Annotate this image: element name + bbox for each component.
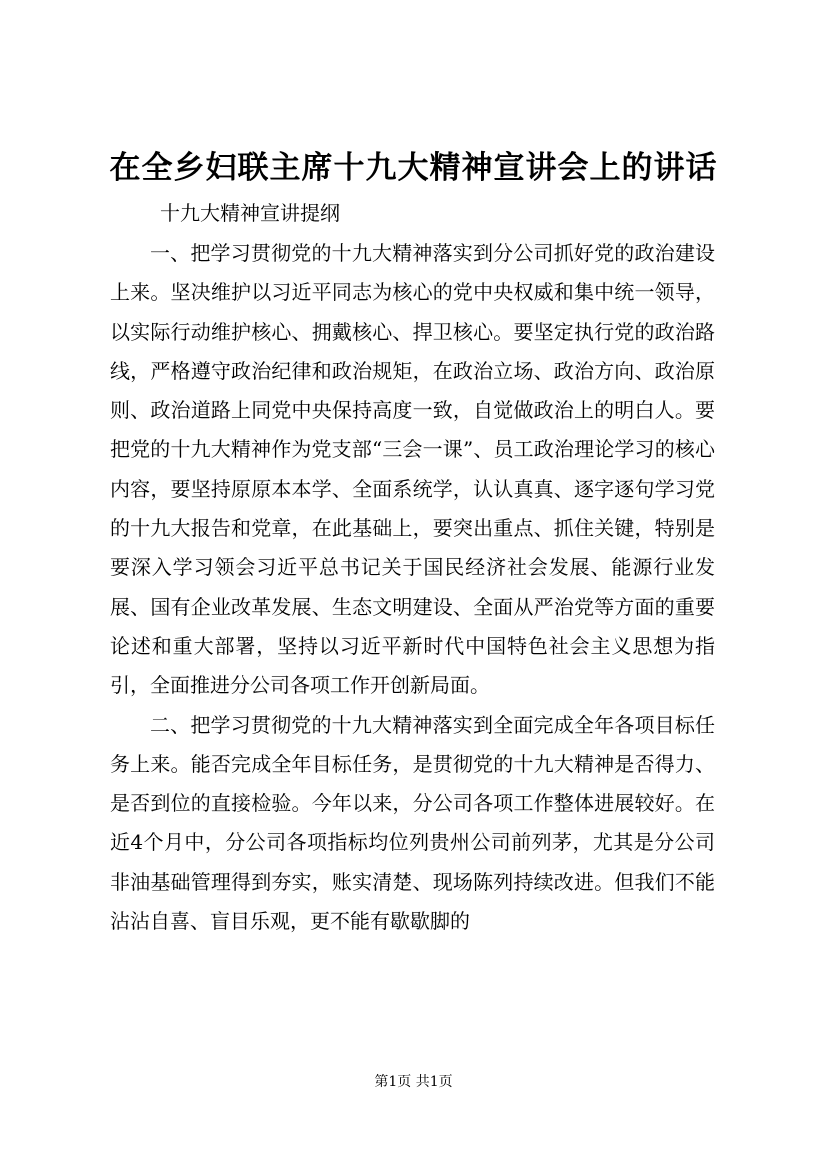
document-title: 在全乡妇联主席十九大精神宣讲会上的讲话 <box>109 150 718 186</box>
paragraph-1: 一、把学习贯彻党的十九大精神落实到分公司抓好党的政治建设上来。坚决维护以习近平同志为核心的党中央权威和集中统一领导，以实际行动维护核心、拥戴核心、捍卫核心。要坚定执行党的政治路线，严格遵守政治纪律和政治规矩，在政治立场、政治方向、政治原则、政治道路上同党中央保持高度一致，自觉做政治上的明白人。要把党的十九大精神作为党支部“三会一课”、员工政治理论学习的核心内容，要坚持原原本本学、全面系统学，认认真真、逐字逐句学习党的十九大报告和党章，在此基础上，要突出重点、抓住关键，特别是要深入学习领会习近平总书记关于国民经济社会发展、能源行业发展、国有企业改革发展、生态文明建设、全面从严治党等方面的重要论述和重大部署，坚持以习近平新时代中国特色社会主义思想为指引，全面推进分公司各项工作开创新局面。 <box>110 241 715 698</box>
document-subtitle: 十九大精神宣讲提纲 <box>160 201 340 225</box>
page-number-footer: 第1页 共1页 <box>374 1074 453 1090</box>
paragraph-2: 二、把学习贯彻党的十九大精神落实到全面完成全年各项目标任务上来。能否完成全年目标任务，是贯彻党的十九大精神是否得力、是否到位的直接检验。今年以来，分公司各项工作整体进展较好。在近4个月中，分公司各项指标均位列贵州公司前列茅，尤其是分公司非油基础管理得到夯实，账实清楚、现场陈列持续改进。但我们不能沾沾自喜、盲目乐观，更不能有歇歇脚的 <box>110 712 715 934</box>
document-body <box>110 234 715 941</box>
